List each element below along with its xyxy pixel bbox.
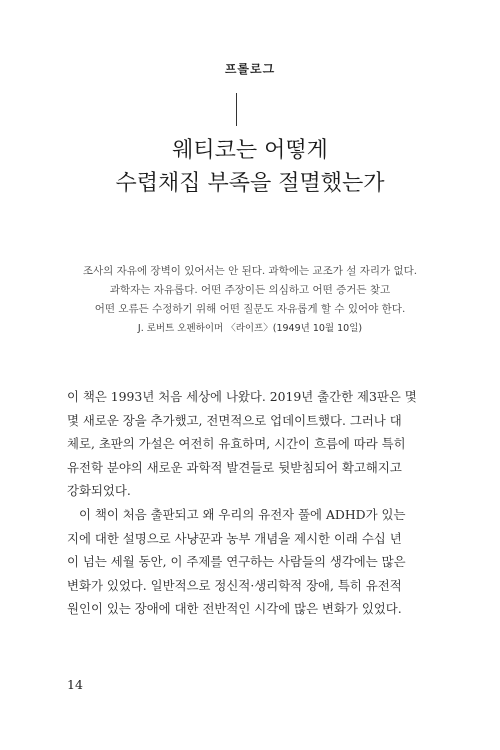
body-line: 변화가 있었다. 일반적으로 정신적·생리학적 장애, 특히 유전적 (67, 577, 402, 593)
body-line: 이 넘는 세월 동안, 이 주제를 연구하는 사람들의 생각에는 많은 (67, 554, 406, 570)
body-line: 몇 새로운 장을 추가했고, 전면적으로 업데이트했다. 그러나 대 (67, 412, 402, 428)
epigraph-attribution: J. 로버트 오펜하이머 〈라이프〉(1949년 10월 10일) (137, 323, 363, 334)
chapter-title (0, 134, 500, 200)
body-line: 체로, 초판의 가설은 여전히 유효하며, 시간이 흐름에 따라 특히 (67, 436, 406, 452)
body-line: 유전학 분야의 새로운 과학적 발견들로 뒷받침되어 확고해지고 (67, 459, 402, 475)
epigraph-line: 어떤 오류든 수정하기 위해 어떤 질문도 자유롭게 할 수 있어야 한다. (94, 303, 406, 315)
chapter-title-line-2: 수렵채집 부족을 절멸했는가 (115, 171, 385, 196)
epigraph-line: 과학자는 자유롭다. 어떤 주장이든 의심하고 어떤 증거든 찾고 (109, 284, 391, 296)
section-label: 프롤로그 (224, 62, 276, 76)
body-line: 원인이 있는 장애에 대한 전반적인 시각에 많은 변화가 있었다. (67, 601, 402, 617)
vertical-divider (236, 93, 237, 126)
page-number: 14 (67, 677, 83, 692)
body-line: 이 책이 처음 출판되고 왜 우리의 유전자 풀에 ADHD가 있는 (79, 506, 406, 522)
body-line: 강화되었다. (67, 483, 131, 499)
chapter-title-line-1: 웨티코는 어떻게 (172, 138, 328, 163)
body-text (67, 385, 417, 621)
body-line: 이 책은 1993년 처음 세상에 나왔다. 2019년 출간한 제3판은 몇 (67, 389, 417, 404)
epigraph (0, 262, 500, 338)
epigraph-line: 조사의 자유에 장벽이 있어서는 안 된다. 과학에는 교조가 설 자리가 없다. (82, 265, 418, 277)
body-line: 지에 대한 설명으로 사냥꾼과 농부 개념을 제시한 이래 수십 년 (67, 530, 402, 546)
